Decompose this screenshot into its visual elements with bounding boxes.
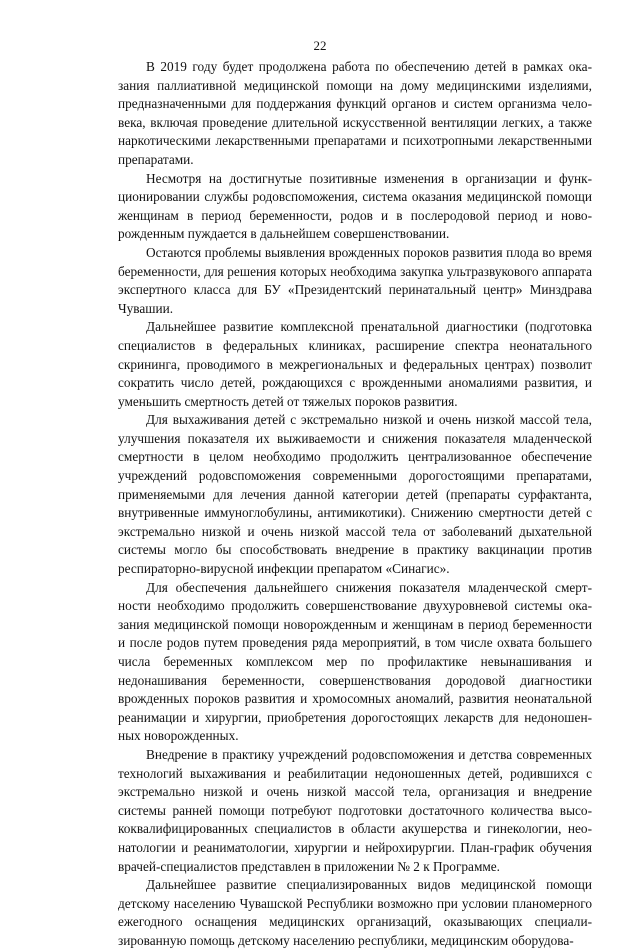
paragraph-palliative-care: В 2019 году будет продолжена работа по обеспечению детей в рамках оказания паллиативной медицинской помощи на дому медицинскими изделиями, предназначенными для поддержания функций органов и систем организма человека, включая проведение длительной искусственной вентиляции легких, а также наркотическими лекарственными препаратами и психотропными лекарственными препаратами. — [118, 59, 592, 167]
paragraph-infant-mortality: Для обеспечения дальнейшего снижения показателя младенческой смертности необходимо продолжить совершенствование двухуровневой системы оказания медицинской помощи новорожденным и женщинам в период беременности и после родов путем проведения ряда мероприятий, в том числе охвата большего числа беременных комплексом мер по профилактике невынашивания и недонашивания беременности, совершенствования дородовой диагностики врожденных пороков развития и хромосомных аномалий, развития неонатальной реанимации и хирургии, приобретения дорогостоящих лекарств для недоношенных новорожденных. — [118, 579, 592, 744]
body-text — [118, 58, 592, 951]
paragraph-obstetric-service: Несмотря на достигнутые позитивные изменения в организации и функционировании службы родовспоможения, система оказания медицинской помощи женщинам в период беременности, родов и в послеродовой период и новорожденным пуждается в дальнейшем совершенствовании. — [118, 170, 592, 242]
page-number: 22 — [313, 38, 327, 53]
paragraph-specialized-care-equipment: Дальнейшее развитие специализированных видов медицинской помощи детскому населению Чувашской Республики возможно при условии планомерного ежегодного оснащения медицинских организаций, оказывающих специализированную помощь детскому населению республики, медицинским оборудова- — [118, 877, 592, 948]
paragraph-ultrasound-equipment: Остаются проблемы выявления врожденных пороков развития плода во время беременности, для решения которых необходима закупка ультразвукового аппарата экспертного класса для БУ «Президентский перинатальный центр» Минздрава Чувашии. — [118, 244, 592, 316]
paragraph-prenatal-diagnostics: Дальнейшее развитие комплексной пренатальной диагностики (подготовка специалистов в федеральных клиниках, расширение спектра неонатального скрининга, проводимого в межрегиональных и федеральных центрах) позволит сократить число детей, рождающихся с врожденными аномалиями развития, и уменьшить смертность детей от тяжелых пороков развития. — [118, 319, 592, 409]
paragraph-specialist-training: Внедрение в практику учреждений родовспоможения и детства современных технологий выхаживания и реабилитации недоношенных детей, родившихся с экстремально низкой и очень низкой массой тела, организация и внедрение системы ранней помощи потребуют подготовки достаточного количества высококвалифицированных специалистов в области акушерства и гинекологии, неонатологии и реаниматологии, хирургии и нейрохирургии. План-график обучения врачей-специалистов представлен в приложении № 2 к Программе. — [118, 746, 592, 874]
paragraph-low-birth-weight-care: Для выхаживания детей с экстремально низкой и очень низкой массой тела, улучшения показателя их выживаемости и снижения показателя младенческой смертности в целом необходимо продолжить централизованное обеспечение учреждений родовспоможения современными дорогостоящими препаратами, применяемыми для лечения данной категории детей (препараты сурфактанта, внутривенные иммуноглобулины, антимикотики). Снижению смертности детей с экстремально низкой и очень низкой массой тела от заболеваний дыхательной системы могло бы способствовать внедрение в практику вакцинации против респираторно-вирусной инфекции препаратом «Синагис». — [118, 412, 592, 577]
